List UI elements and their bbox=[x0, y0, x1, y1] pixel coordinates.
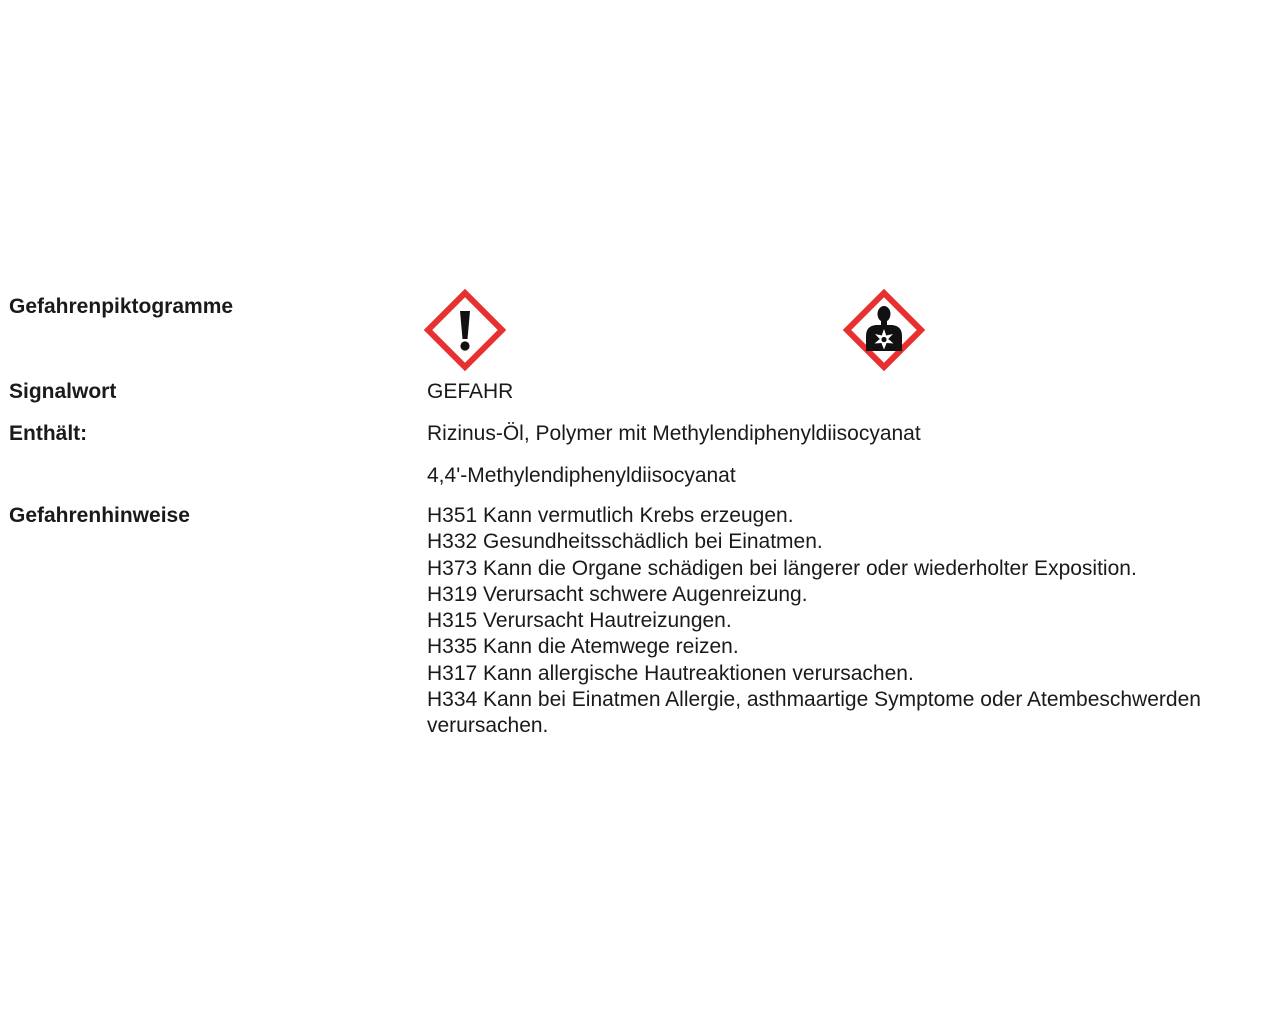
substance-2: 4,4'-Methylendiphenyldiisocyanat bbox=[427, 464, 736, 487]
hazard-statement-h332: H332 Gesundheitsschädlich bei Einatmen. bbox=[427, 530, 823, 554]
hazard-statement-h315: H315 Verursacht Hautreizungen. bbox=[427, 609, 732, 633]
hazard-statement-h351: H351 Kann vermutlich Krebs erzeugen. bbox=[427, 504, 794, 527]
signal-word-value: GEFAHR bbox=[427, 380, 514, 403]
hazard-statement-h319: H319 Verursacht schwere Augenreizung. bbox=[427, 582, 808, 606]
substance-1: Rizinus-Öl, Polymer mit Methylendiphenyldiisocyanat bbox=[427, 422, 921, 445]
hazard-statement-h373: H373 Kann die Organe schädigen bei längerer oder wiederholter Exposition. bbox=[427, 556, 1137, 580]
hazard-statement-h317: H317 Kann allergische Hautreaktionen verursachen. bbox=[427, 661, 914, 685]
hazard-statements-list bbox=[427, 503, 1277, 740]
hazard-statement-h335: H335 Kann die Atemwege reizen. bbox=[427, 635, 739, 659]
exclamation-mark-icon bbox=[424, 289, 506, 371]
signal-word-label: Signalwort bbox=[9, 380, 117, 403]
hazard-statement-h334: H334 Kann bei Einatmen Allergie, asthmaartige Symptome oder Atembeschwerden verursachen. bbox=[427, 688, 1201, 738]
hazard-statements-label: Gefahrenhinweise bbox=[9, 504, 190, 527]
pictograms-label: Gefahrenpiktogramme bbox=[9, 295, 234, 318]
contains-label: Enthält: bbox=[9, 422, 88, 445]
health-hazard-icon bbox=[843, 289, 925, 371]
